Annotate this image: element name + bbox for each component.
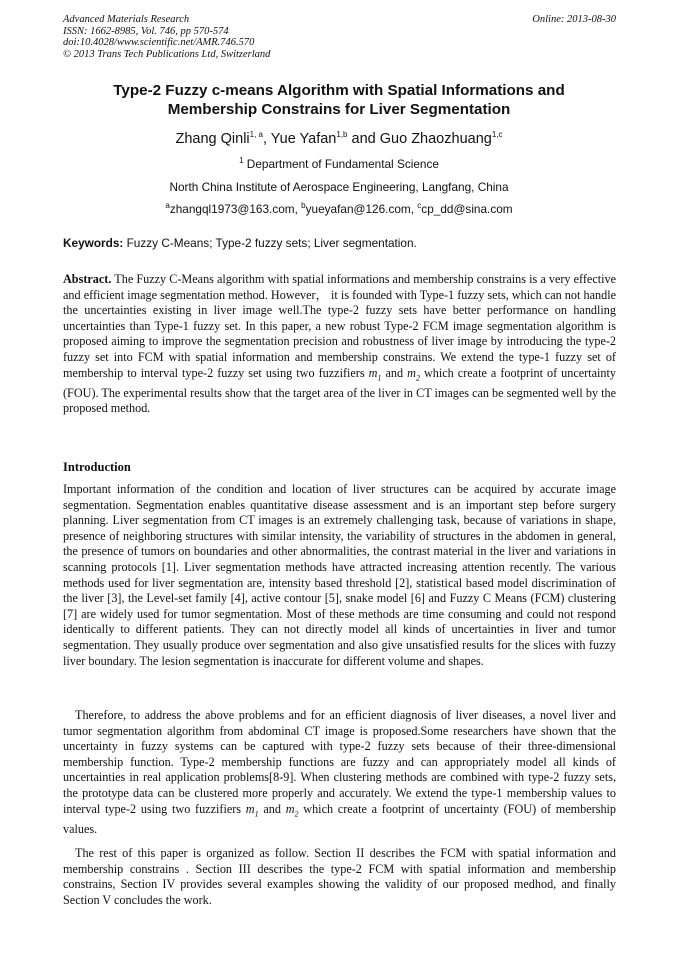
title-line-1: Type-2 Fuzzy c-means Algorithm with Spatial Informations and — [113, 82, 565, 99]
fuzzifier-m2 — [407, 366, 420, 380]
issn-line: ISSN: 1662-8985, Vol. 746, pp 570-574 — [63, 25, 229, 37]
intro-fuzzifier-m2 — [286, 802, 299, 816]
copyright-line: © 2013 Trans Tech Publications Ltd, Switzerland — [63, 48, 271, 60]
doi-line: doi:10.4028/www.scientific.net/AMR.746.570 — [63, 37, 255, 48]
intro-m2-symbol: m — [285, 801, 295, 816]
and-word: and — [385, 365, 404, 380]
abstract-text-2: which create a footprint of uncertainty (FOU). The experimental results show that the target area of the liver in CT images can be segmented well by the proposed method. — [63, 365, 617, 416]
author-1: Zhang Qinli — [175, 131, 250, 147]
email-b-marker: b — [301, 201, 306, 211]
keywords-label: Keywords: — [63, 236, 124, 250]
affiliation-department — [60, 157, 618, 171]
abstract-label: Abstract. — [63, 272, 112, 286]
intro-paragraph-1: Important information of the condition and location of liver structures can be acquired by accurate image segmentation. Segmentation enables quantitative disease assessment and is an important step before surgery planning. Liver segmentation from CT images is an extremely challenging task, because of variations in shape, presence of neighboring structures with similar intensity, the variability of structures in the abdomen in general, the presence of tumors on boundaries and other abnormalities, the contrast material in the liver and variations in scanning protocols [1]. Liver segmentation methods have attracted increasing attention recently. The various methods used for liver segmentation are, intensity based threshold [2], statistical based model discrimination of the liver [3], the Level-set family [4], active contour [5], snake model [6] and Fuzzy C Means (FCM) clustering [7] are widely used for tumor segmentation. Most of these methods are time consuming and could not respond identically to different patients. They can not directly model all kinds of uncertainties in liver and tumor segmentation. They usually produce over segmentation and also give unsatisfied results for the slices with fuzzy liver boundary. The lesion segmentation is inaccurate for different volume and shapes. — [63, 482, 616, 668]
m1-symbol: m — [368, 365, 378, 380]
intro-m2-subscript: 2 — [294, 809, 299, 818]
journal-name: Advanced Materials Research — [63, 14, 190, 25]
author-1-affil: 1, a — [249, 130, 263, 140]
running-header — [63, 14, 616, 60]
intro-and-word: and — [263, 801, 281, 816]
paper-title — [60, 81, 618, 119]
m1-subscript: 1 — [377, 373, 382, 382]
keywords-text: Fuzzy C-Means; Type-2 fuzzy sets; Liver segmentation. — [126, 236, 417, 250]
email-a-marker: a — [165, 201, 170, 211]
department-name: Department of Fundamental Science — [246, 157, 439, 171]
author-list: Zhang Qinli$^{1, a}$, Yue Yafan$^{1,b}$ and Guo Zhaozhuang$^{1,c}$ — [175, 130, 503, 147]
email-c-marker: c — [417, 201, 422, 211]
m2-subscript: 2 — [415, 373, 420, 382]
intro-p2-text-1: Therefore, to address the above problems and for an efficient diagnosis of liver diseases, a novel liver and tumor segmentation algorithm from abdominal CT image is proposed.Some researchers have shown that the uncertainty in fuzzy systems can be captured with type-2 fuzzy sets because of their three-dimensional membership function. Type-2 membership functions are fuzzy and can appropriately model all kinds of uncertainties in real application problems[8-9]. When clustering methods are combined with type-2 fuzzy sets, the prototype data can be clustered more properly and accurately. We extend the type-1 membership values to interval type-2 using two fuzzifiers — [63, 708, 616, 816]
online-date: Online: 2013-08-30 — [532, 14, 616, 25]
keywords — [63, 236, 616, 250]
abstract — [63, 272, 616, 417]
m2-symbol: m — [407, 365, 416, 380]
intro-paragraph-3: The rest of this paper is organized as follow. Section II describes the FCM with spatial information and membership constrains . Section III describes the type-2 FCM with spatial information and membership constrains, Section IV provides several examples showing the validity of our proposed medhod, and finally Section V concludes the work. — [63, 846, 616, 907]
affiliation-number: 1 — [239, 156, 244, 166]
intro-m1-subscript: 1 — [254, 809, 259, 818]
intro-m1-symbol: m — [245, 801, 255, 816]
section-heading-introduction: Introduction — [63, 460, 131, 474]
fuzzifier-m1 — [369, 366, 382, 380]
email-c: cp_dd@sina.com — [421, 202, 513, 216]
intro-p2-text-2: which create a footprint of uncertainty (FOU) of membership values. — [63, 801, 617, 836]
author-emails — [60, 202, 618, 216]
email-b: yueyafan@126.com, — [305, 202, 415, 216]
intro-fuzzifier-m1 — [246, 802, 259, 816]
abstract-text-1: The Fuzzy C-Means algorithm with spatial informations and membership constrains is a very effective and efficient image segmentation method. However， it is founded with Type-1 fuzzy sets, which can not handle the uncertainties existing in liver image well.The type-2 fuzzy sets have better performance on handling uncertainties than Type-1 fuzzy set. In this paper, a new robust Type-2 FCM image segmentation algorithm is proposed aiming to improve the segmentation precision and robustness of liver image by introducing the type-2 fuzzy set into FCM with spatial information and membership constrains. We extend the type-1 fuzzy set of membership to interval type-2 fuzzy set using two fuzzifiers — [63, 272, 617, 380]
title-line-2: Membership Constrains for Liver Segmentation — [167, 101, 511, 118]
affiliation-institute: North China Institute of Aerospace Engineering, Langfang, China — [169, 180, 509, 194]
author-3: Guo Zhaozhuang — [379, 131, 492, 147]
intro-paragraph-2 — [63, 708, 616, 837]
author-2-affil: 1,b — [336, 130, 348, 140]
author-and: and — [351, 131, 376, 147]
email-a: zhangql1973@163.com, — [169, 202, 298, 216]
author-3-affil: 1,c — [491, 130, 503, 140]
author-2: Yue Yafan — [270, 131, 337, 147]
